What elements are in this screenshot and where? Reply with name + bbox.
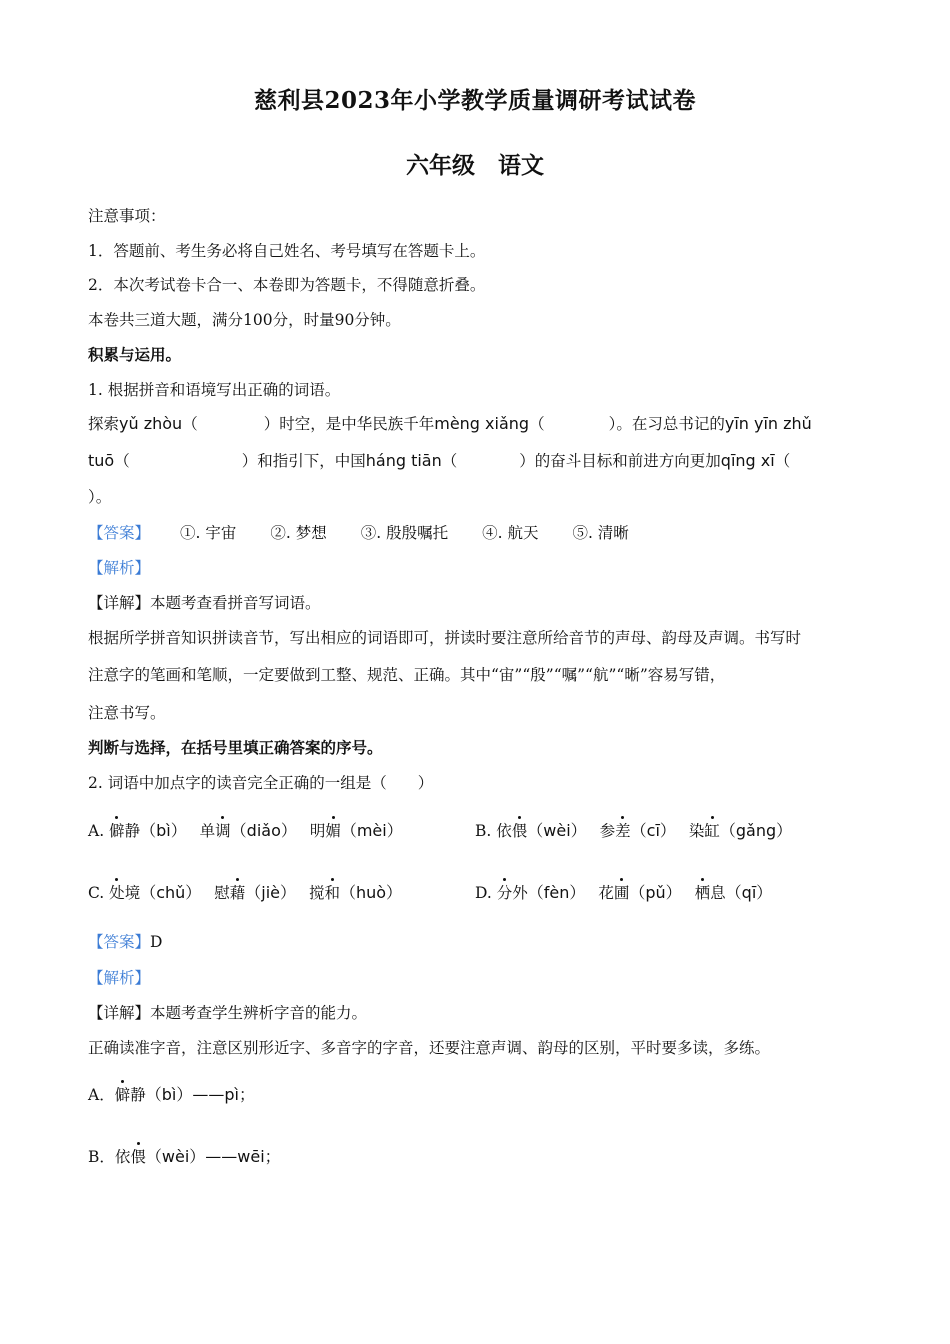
dotted-char: 差	[615, 819, 631, 841]
char: 息	[710, 884, 726, 902]
q1-passage-line-1	[88, 412, 862, 436]
q1-answer-row	[88, 521, 862, 545]
passage-text: 。在习总书记的	[616, 415, 725, 433]
q1-passage-end: ）。	[88, 488, 112, 506]
paren: ）	[263, 415, 280, 433]
pinyin: （cī）	[630, 821, 676, 840]
dotted-char: 调	[215, 819, 231, 841]
pinyin: mèng xiǎng	[434, 414, 530, 433]
paren: ）	[608, 415, 617, 433]
char: 参	[599, 822, 616, 840]
detail-text: 【详解】本题考查看拼音写词语。	[88, 594, 321, 612]
char: 花	[598, 884, 614, 902]
pinyin: （wèi）	[527, 821, 587, 840]
dotted-char: 和	[324, 881, 340, 903]
dotted-char: 媚	[325, 819, 341, 841]
answer-label: 【答案】	[88, 933, 151, 951]
option-label: A.	[88, 822, 105, 840]
section2-heading: 判断与选择，在括号里填正确答案的序号。	[88, 738, 383, 757]
dotted-char: 栖	[695, 881, 711, 903]
paren: （	[529, 415, 545, 433]
paren: （	[441, 452, 458, 470]
char: 外	[512, 884, 528, 902]
pinyin: yīn yīn zhǔ	[724, 414, 812, 433]
passage-text: 和指引下，中国	[257, 452, 366, 470]
char: 依	[496, 822, 512, 840]
q2-stem: 2. 词语中加点字的读音完全正确的一组是（ ）	[88, 774, 434, 792]
dotted-char: 僻	[115, 1083, 131, 1107]
dotted-char: 藉	[230, 881, 246, 903]
char: 静	[124, 822, 141, 840]
pinyin: qīng xī	[720, 451, 775, 470]
dotted-char: 偎	[512, 819, 528, 841]
answer-value: D	[150, 933, 163, 951]
char: 依	[114, 1148, 131, 1166]
q1-passage-line-2	[88, 449, 862, 473]
pinyin: （diǎo）	[230, 821, 297, 840]
note-item: 2．本次考试卷卡合一、本卷即为答题卡，不得随意折叠。	[88, 276, 486, 294]
pinyin: yǔ zhòu	[119, 414, 183, 433]
dotted-char: 僻	[109, 819, 125, 841]
answer-item: ④. 航天	[482, 524, 539, 542]
notes-summary: 本卷共三道大题，满分100分，时量90分钟。	[88, 311, 401, 329]
char: 静	[130, 1086, 146, 1104]
paren: ）	[519, 452, 535, 470]
passage-text: 的奋斗目标和前进方向更加	[534, 452, 721, 470]
answer-item: ②. 梦想	[270, 524, 327, 542]
pinyin: （pǔ）	[629, 883, 682, 902]
pinyin: （chǔ）	[140, 883, 202, 902]
paren: （	[774, 452, 791, 470]
analysis-label: 【解析】	[88, 969, 151, 987]
pinyin: （wèi）——wēi；	[145, 1147, 281, 1166]
q1-stem: 1. 根据拼音和语境写出正确的词语。	[88, 381, 341, 399]
dotted-char: 圃	[614, 881, 630, 903]
char: 搅	[308, 884, 325, 902]
dotted-char: 处	[109, 881, 125, 903]
section1-heading: 积累与运用。	[88, 345, 182, 364]
exam-subtitle: 六年级 语文	[406, 152, 544, 179]
explain-text: 根据所学拼音知识拼读音节，写出相应的词语即可，拼读时要注意所给音节的声母、韵母及声调。书写时	[88, 629, 802, 647]
pinyin: tuō	[88, 451, 115, 470]
pinyin: （fèn）	[527, 883, 586, 902]
answer-label: 【答案】	[88, 524, 151, 542]
line-prefix: A．	[88, 1086, 115, 1104]
pinyin: （bì）——pì；	[145, 1085, 255, 1104]
pinyin: háng tiān	[365, 451, 442, 470]
option-label: D.	[475, 884, 492, 902]
q2-option-d[interactable]	[475, 880, 772, 903]
analysis-line-a	[88, 1083, 862, 1107]
note-item: 1．答题前、考生务必将自己姓名、考号填写在答题卡上。	[88, 242, 486, 260]
q2-answer-row	[88, 930, 862, 954]
char: 慰	[214, 884, 230, 902]
answer-item: ①. 宇宙	[180, 524, 237, 542]
paren: ）	[241, 452, 258, 470]
answer-item: ⑤. 清晰	[572, 524, 629, 542]
explain-text: 注意字的笔画和笔顺，一定要做到工整、规范、正确。其中“宙”“殷”“嘱”“航”“晰”容易写错，	[88, 666, 726, 684]
analysis-line-b	[88, 1145, 862, 1169]
pinyin: （bì）	[140, 821, 187, 840]
char: 染	[688, 822, 705, 840]
pinyin: （jiè）	[245, 883, 297, 902]
explain-text: 注意书写。	[88, 704, 166, 722]
q2-option-b[interactable]	[475, 818, 792, 841]
explain-text: 正确读准字音，注意区别形近字、多音字的字音，还要注意声调、韵母的区别，平时要多读，多练。	[88, 1039, 771, 1057]
pinyin: （mèi）	[340, 821, 403, 840]
pinyin: （gǎng）	[719, 821, 793, 840]
char: 单	[199, 822, 216, 840]
char: 境	[124, 884, 141, 902]
paren: （	[182, 415, 198, 433]
analysis-label: 【解析】	[88, 559, 151, 577]
q2-option-c[interactable]	[88, 880, 402, 903]
answer-item: ③. 殷殷嘱托	[360, 524, 449, 542]
dotted-char: 缸	[704, 819, 720, 841]
passage-text: 时空，是中华民族千年	[279, 415, 435, 433]
pinyin: （huò）	[339, 883, 403, 902]
pinyin: （qī）	[725, 883, 773, 902]
dotted-char: 分	[497, 881, 513, 903]
char: 明	[309, 822, 326, 840]
q2-option-a[interactable]	[88, 818, 403, 841]
detail-text: 【详解】本题考查学生辨析字音的能力。	[88, 1004, 368, 1022]
line-prefix: B．	[88, 1148, 115, 1166]
paren: （	[114, 452, 130, 470]
passage-text: 探索	[88, 415, 120, 433]
notes-heading: 注意事项：	[88, 207, 166, 225]
option-label: B.	[475, 822, 492, 840]
exam-title: 慈利县2023年小学教学质量调研考试试卷	[253, 87, 696, 114]
dotted-char: 偎	[130, 1145, 146, 1169]
option-label: C.	[88, 884, 105, 902]
